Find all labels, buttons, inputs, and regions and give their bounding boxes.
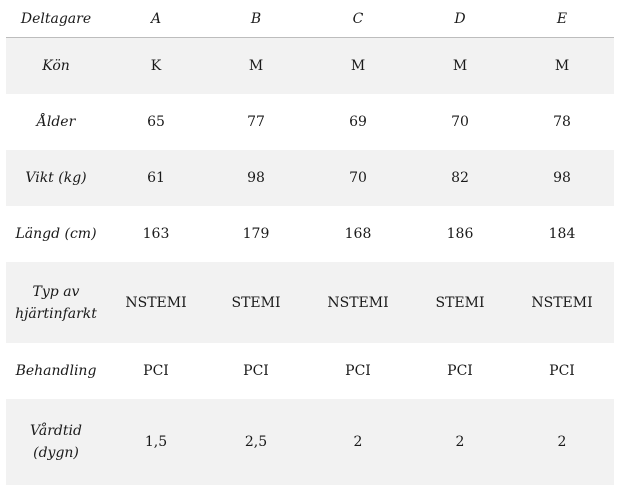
table-cell: 2 (557, 434, 567, 450)
header-cell-b: B (250, 10, 262, 27)
table-cell: PCI (143, 363, 169, 379)
table-cell: M (452, 58, 468, 74)
row-label: Typ av hjärtinfarkt (15, 283, 97, 322)
table-cell: 69 (349, 114, 367, 130)
table-cell: NSTEMI (125, 294, 187, 311)
row-label: Ålder (36, 114, 76, 130)
table-row-vikt (6, 150, 614, 206)
table-row-kon (6, 38, 614, 94)
table-row-typ-av-hjartinfarkt (6, 262, 614, 343)
header-cell-deltagare: Deltagare (20, 10, 92, 27)
table-cell: PCI (549, 363, 575, 379)
table-row-behandling (6, 343, 614, 399)
table-cell: STEMI (435, 294, 485, 311)
table-row-alder (6, 94, 614, 150)
table-cell: 168 (344, 226, 372, 242)
table-cell: 65 (147, 114, 165, 130)
table-cell: NSTEMI (327, 294, 389, 311)
table-cell: 186 (446, 226, 474, 242)
table-cell: 2 (455, 434, 465, 450)
table-cell: 70 (451, 114, 469, 130)
header-cell-a: A (150, 10, 162, 27)
table-cell: 184 (548, 226, 576, 242)
table-header-row (6, 0, 614, 38)
row-label: Längd (cm) (15, 226, 97, 242)
table-cell: 163 (142, 226, 170, 242)
table-cell: PCI (345, 363, 371, 379)
header-cell-c: C (352, 10, 364, 27)
table-cell: 98 (247, 170, 265, 186)
table-cell: 77 (247, 114, 265, 130)
table-cell: STEMI (231, 294, 281, 311)
table-cell: M (554, 58, 570, 74)
table-row-langd (6, 206, 614, 262)
table-cell: PCI (447, 363, 473, 379)
header-cell-d: D (454, 10, 466, 27)
table-cell: 2,5 (244, 434, 268, 450)
table-cell: 179 (242, 226, 270, 242)
table-cell: 98 (553, 170, 571, 186)
table-cell: NSTEMI (531, 294, 593, 311)
row-label: Behandling (15, 363, 97, 379)
table-cell: 70 (349, 170, 367, 186)
table-cell: M (350, 58, 366, 74)
table-cell: 61 (147, 170, 165, 186)
participants-table (6, 0, 614, 485)
table-row-vardtid (6, 399, 614, 485)
table-cell: 78 (553, 114, 571, 130)
table-cell: M (248, 58, 264, 74)
row-label: Vikt (kg) (25, 170, 87, 186)
row-label: Vårdtid (dygn) (30, 423, 82, 461)
table-cell: 1,5 (144, 434, 168, 450)
row-label: Kön (42, 58, 70, 74)
table-cell: K (150, 58, 162, 74)
table-cell: PCI (243, 363, 269, 379)
table-cell: 82 (451, 170, 469, 186)
table-cell: 2 (353, 434, 363, 450)
header-cell-e: E (556, 10, 568, 27)
